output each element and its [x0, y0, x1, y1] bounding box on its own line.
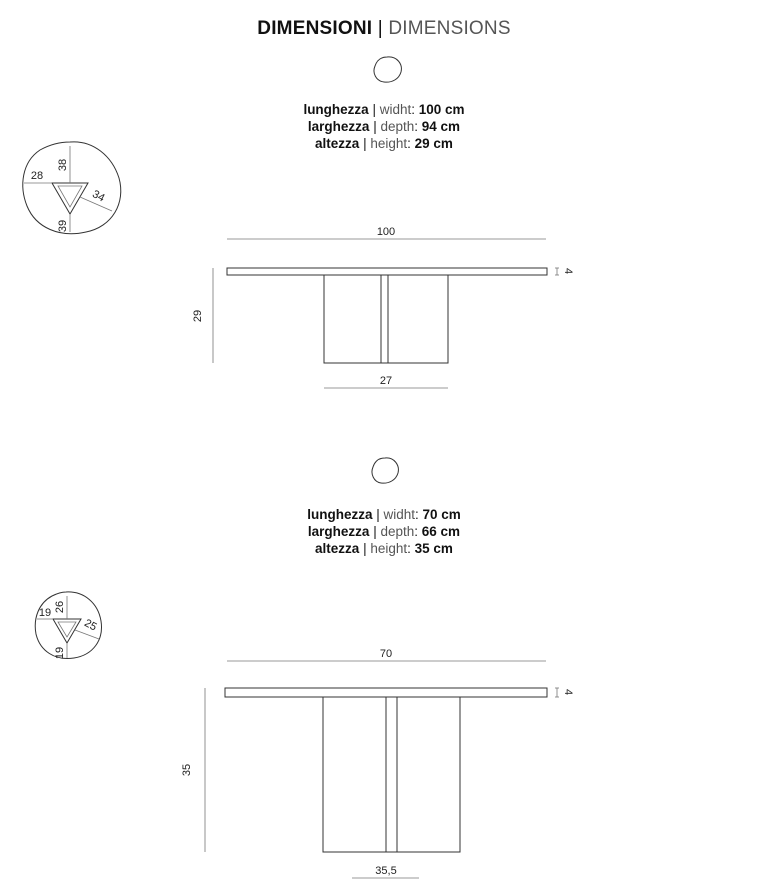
shape-outline-icon-1 — [374, 57, 401, 82]
spec-label-en: depth — [380, 119, 415, 134]
elev-dim-top-thickness: 4 — [562, 688, 574, 696]
title-italian: DIMENSIONI — [257, 18, 373, 39]
tabletop — [225, 688, 547, 697]
plan-dim-a: 38 — [57, 158, 69, 172]
plan-dim-a: 26 — [54, 600, 66, 614]
spec-label-en: height — [370, 136, 408, 151]
plan-view-1 — [23, 142, 121, 234]
plan-dim-c: 34 — [90, 188, 107, 205]
table-base — [324, 275, 448, 363]
spec-row-length: lunghezza | widht: 100 cm — [303, 102, 465, 117]
spec-label-it: altezza — [315, 136, 360, 151]
spec-label-it: larghezza — [307, 119, 370, 134]
plan-dim-c: 25 — [82, 617, 99, 634]
spec-label-it: lunghezza — [303, 102, 369, 117]
title-separator: | — [377, 18, 383, 39]
spec-row-height: altezza | height: 35 cm — [315, 541, 453, 556]
spec-label-it: altezza — [315, 541, 360, 556]
shape-outline-icon-2 — [372, 458, 398, 483]
spec-row-depth: larghezza | depth: 94 cm — [307, 119, 461, 134]
plan-dim-b: 19 — [38, 607, 52, 619]
elev-dim-height: 29 — [192, 309, 204, 323]
spec-label-en: widht — [379, 102, 412, 117]
plan-dim-d: 19 — [54, 646, 66, 660]
plan-dim-d: 39 — [57, 219, 69, 233]
elevation-view-2 — [181, 648, 574, 878]
elev-dim-width: 100 — [376, 226, 396, 238]
spec-row-height: altezza | height: 29 cm — [315, 136, 453, 151]
spec-label-it: larghezza — [307, 524, 370, 539]
plan-view-2 — [35, 592, 101, 659]
elev-dim-width: 70 — [379, 648, 393, 660]
spec-value: 66 cm — [421, 524, 461, 539]
spec-row-depth: larghezza | depth: 66 cm — [307, 524, 461, 539]
tabletop — [227, 268, 547, 275]
elev-dim-base-width: 27 — [379, 375, 393, 387]
spec-value: 70 cm — [422, 507, 461, 522]
elev-dim-top-thickness: 4 — [562, 267, 574, 275]
plan-base-triangle-inner — [58, 186, 82, 207]
elevation-view-1 — [192, 226, 574, 388]
elev-dim-base-width: 35,5 — [375, 865, 397, 877]
plan-dim-b: 28 — [30, 170, 44, 182]
title-english: DIMENSIONS — [388, 18, 511, 39]
spec-value: 35 cm — [414, 541, 453, 556]
elev-dim-height: 35 — [181, 763, 193, 777]
spec-label-en: widht — [383, 507, 415, 522]
spec-value: 100 cm — [418, 102, 465, 117]
spec-label-it: lunghezza — [307, 507, 373, 522]
spec-value: 94 cm — [421, 119, 461, 134]
plan-outline — [23, 142, 121, 234]
spec-row-length: lunghezza | widht: 70 cm — [307, 507, 461, 522]
spec-label-en: depth — [380, 524, 415, 539]
plan-base-triangle-inner — [58, 622, 76, 637]
spec-label-en: height — [370, 541, 408, 556]
table-base — [323, 697, 460, 852]
spec-value: 29 cm — [414, 136, 453, 151]
